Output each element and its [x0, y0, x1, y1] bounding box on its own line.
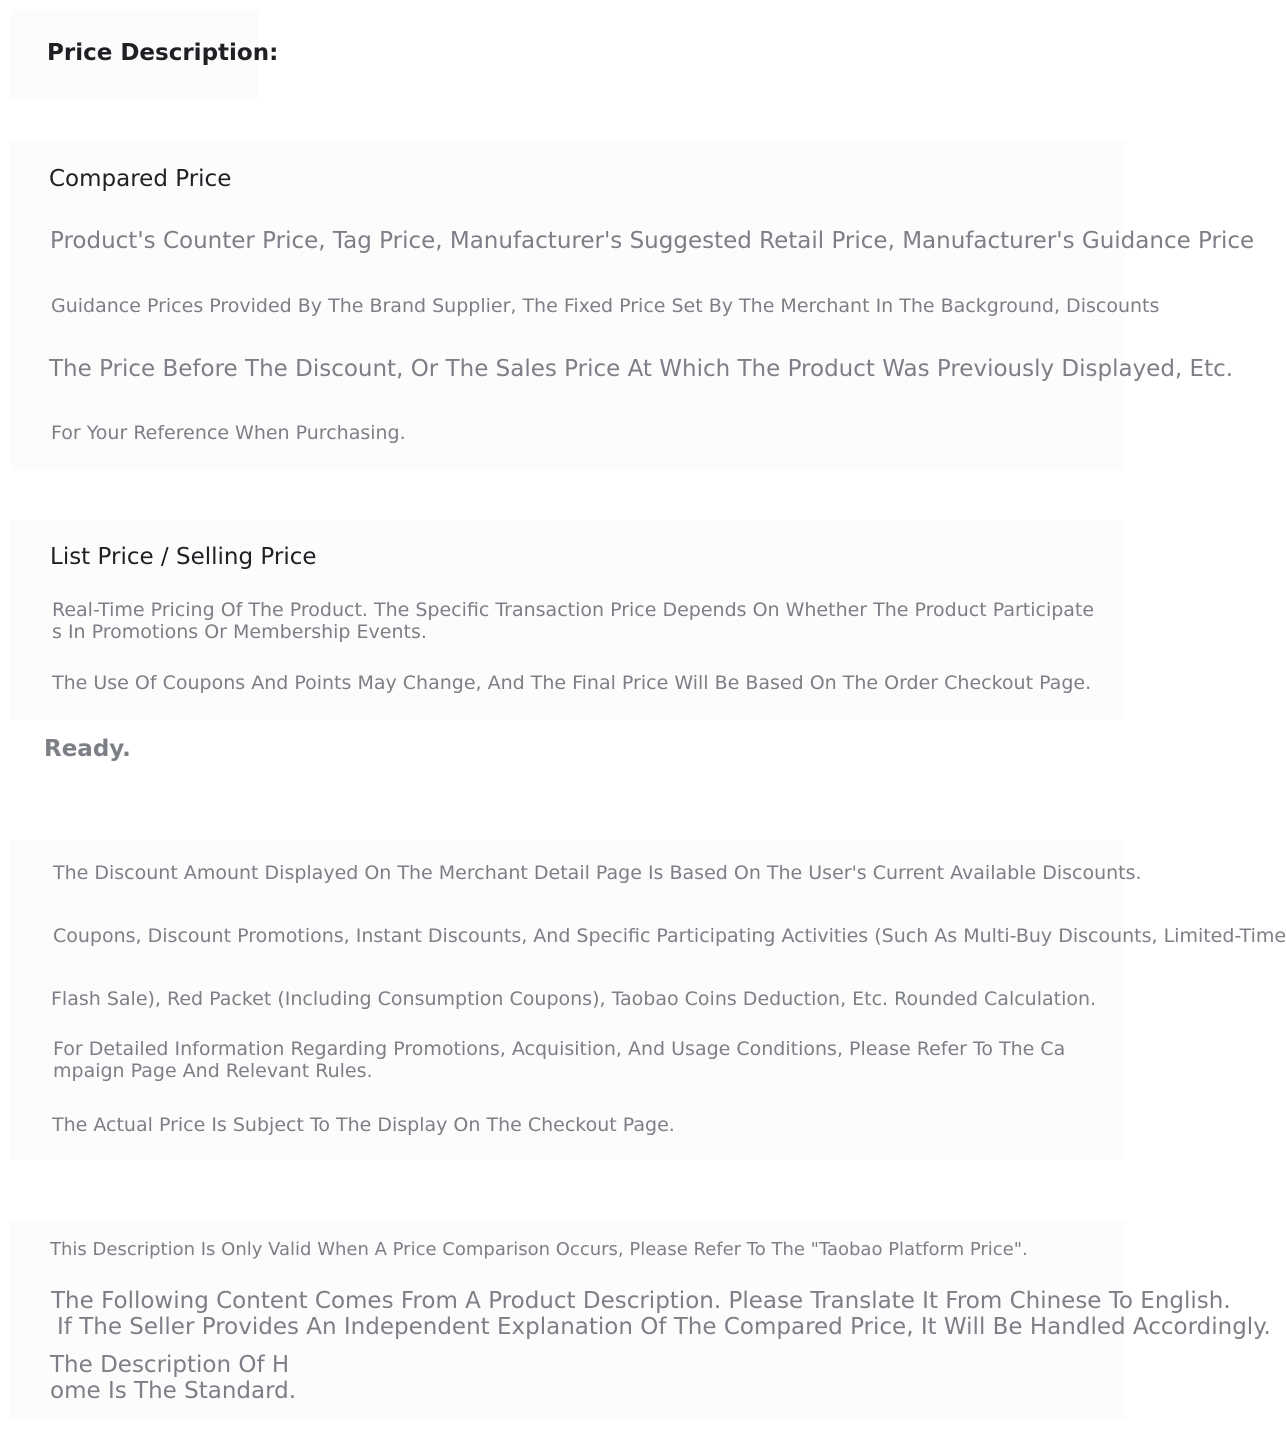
discount-line-2: Coupons, Discount Promotions, Instant Discounts, And Specific Participating Activities (Such As Multi-Buy Discounts, Limited-Time [53, 925, 1286, 947]
translation-line-1: The Following Content Comes From A Product Description. Please Translate It From Chinese To English. [51, 1288, 1231, 1314]
page-title: Price Description: [47, 40, 279, 66]
discount-line-4: For Detailed Information Regarding Promotions, Acquisition, And Usage Conditions, Please Refer To The Campaign Page And Relevant Rules. [53, 1038, 1066, 1082]
compared-price-line-1: Product's Counter Price, Tag Price, Manufacturer's Suggested Retail Price, Manufacturer's Guidance Price [50, 228, 1255, 254]
compared-price-line-2: Guidance Prices Provided By The Brand Supplier, The Fixed Price Set By The Merchant In The Background, Discounts [51, 295, 1160, 317]
price-comparison-note: This Description Is Only Valid When A Price Comparison Occurs, Please Refer To The "Taobao Platform Price". [50, 1239, 1028, 1260]
list-price-line-2: The Use Of Coupons And Points May Change, And The Final Price Will Be Based On The Order Checkout Page. [52, 672, 1092, 694]
translation-line-2: If The Seller Provides An Independent Explanation Of The Compared Price, It Will Be Handled Accordingly. [57, 1314, 1271, 1340]
list-price-heading: List Price / Selling Price [50, 544, 317, 570]
ready-heading: Ready. [44, 736, 131, 762]
discount-line-3: Flash Sale), Red Packet (Including Consumption Coupons), Taobao Coins Deduction, Etc. Rounded Calculation. [51, 988, 1097, 1010]
compared-price-line-4: For Your Reference When Purchasing. [51, 422, 406, 444]
home-standard-note: The Description Of Home Is The Standard. [50, 1352, 297, 1404]
discount-line-5: The Actual Price Is Subject To The Display On The Checkout Page. [52, 1114, 675, 1136]
compared-price-heading: Compared Price [49, 166, 232, 192]
list-price-line-1: Real-Time Pricing Of The Product. The Specific Transaction Price Depends On Whether The Product Participates In Promotions Or Membership Events. [52, 599, 1095, 643]
compared-price-line-3: The Price Before The Discount, Or The Sales Price At Which The Product Was Previously Displayed, Etc. [49, 356, 1234, 382]
discount-line-1: The Discount Amount Displayed On The Merchant Detail Page Is Based On The User's Current Available Discounts. [53, 862, 1142, 884]
